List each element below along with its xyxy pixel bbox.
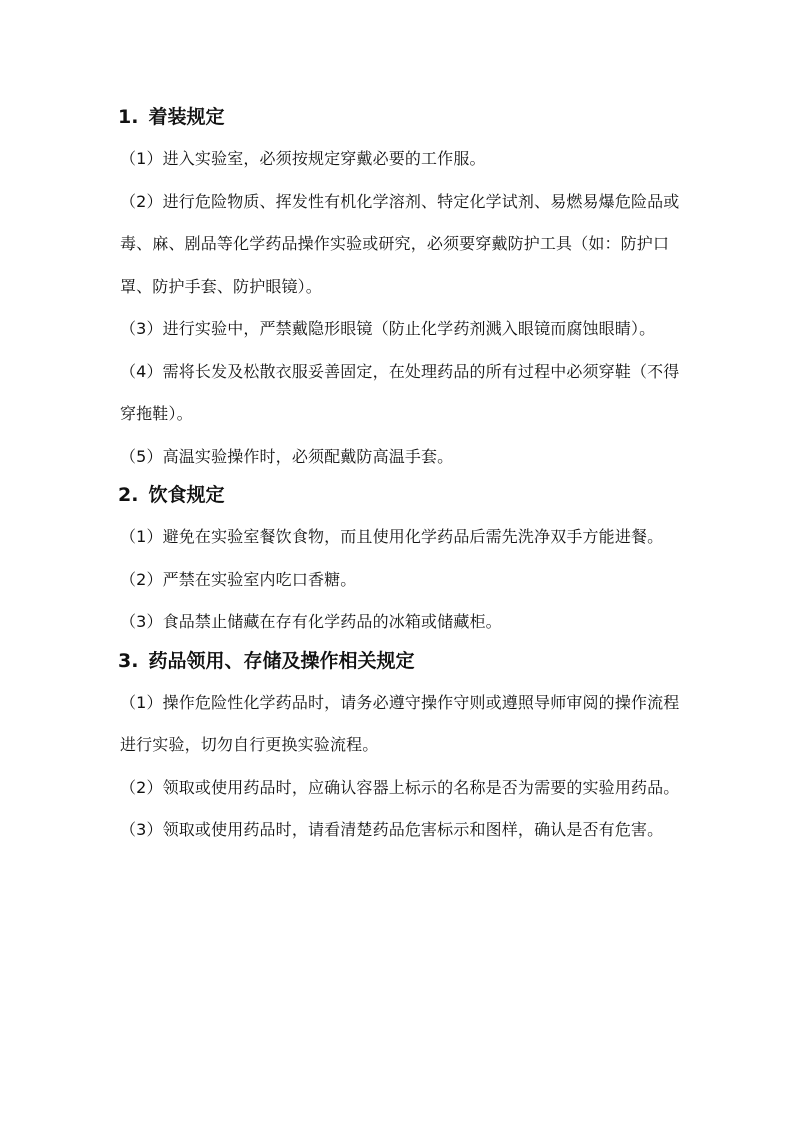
section-dress-code	[120, 100, 680, 478]
section-number: 1.	[118, 106, 139, 128]
document-page	[120, 100, 680, 852]
section-title: 着装规定	[148, 106, 225, 128]
paragraph: （2）领取或使用药品时，应确认容器上标示的名称是否为需要的实验用药品。	[120, 777, 680, 797]
paragraph: （3）食品禁止储藏在存有化学药品的冰箱或储藏柜。	[120, 612, 502, 631]
paragraph: （2）严禁在实验室内吃口香糖。	[120, 569, 357, 589]
paragraph: （2）进行危险物质、挥发性有机化学溶剂、特定化学试剂、易燃易爆危险品或毒、麻、剧品等化学药品操作实验或研究，必须要穿戴防护工具（如：防护口罩、防护手套、防护眼镜）。	[120, 191, 680, 296]
paragraph: （5）高温实验操作时，必须配戴防高温手套。	[120, 446, 454, 466]
section-title: 饮食规定	[148, 484, 225, 506]
section-title: 药品领用、存储及操作相关规定	[148, 649, 415, 672]
section-heading	[118, 478, 680, 512]
paragraph: （1）进入实验室，必须按规定穿戴必要的工作服。	[120, 149, 486, 168]
paragraph: （1）避免在实验室餐饮食物，而且使用化学药品后需先洗净双手方能进餐。	[120, 527, 664, 546]
paragraph: （1）操作危险性化学药品时，请务必遵守操作守则或遵照导师审阅的操作流程进行实验，切勿自行更换实验流程。	[120, 692, 680, 754]
section-heading	[118, 100, 680, 134]
paragraph: （3）进行实验中，严禁戴隐形眼镜（防止化学药剂溅入眼镜而腐蚀眼睛）。	[120, 319, 656, 338]
section-chemical-handling	[120, 644, 680, 852]
section-number: 2.	[118, 484, 139, 506]
section-food-rules	[120, 478, 680, 644]
paragraph: （3）领取或使用药品时，请看清楚药品危害标示和图样，确认是否有危害。	[120, 820, 664, 839]
section-heading	[118, 644, 680, 678]
paragraph: （4）需将长发及松散衣服妥善固定，在处理药品的所有过程中必须穿鞋（不得穿拖鞋）。	[120, 361, 680, 423]
section-number: 3.	[118, 649, 139, 672]
